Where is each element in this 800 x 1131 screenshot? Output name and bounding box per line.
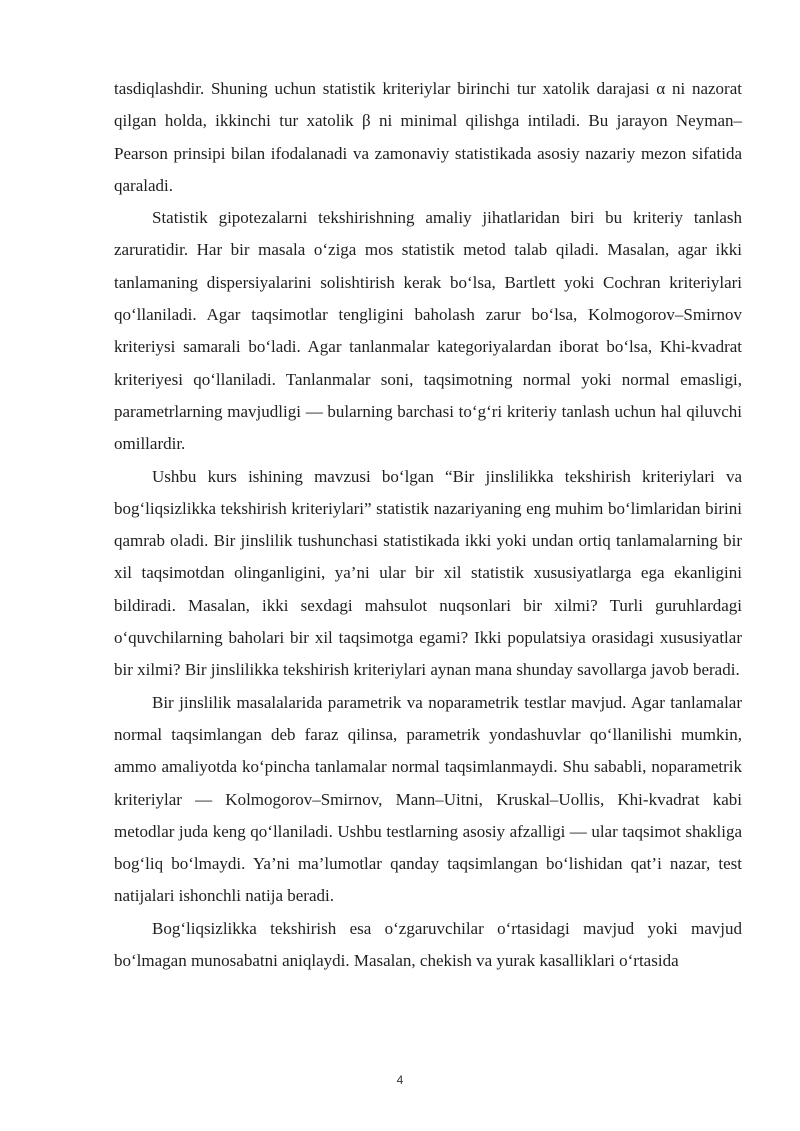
page-number: 4: [396, 1073, 404, 1087]
paragraph-1: tasdiqlashdir. Shuning uchun statistik kriteriylar birinchi tur xatolik darajasi α ni nazorat qilgan holda, ikkinchi tur xatolik β ni minimal qilishga intiladi. Bu jarayon Neyman–Pearson prinsipi bilan ifodalanadi va zamonaviy statistikada asosiy nazariy mezon sifatida qaraladi.: [114, 79, 742, 195]
paragraph-4: Bir jinslilik masalalarida parametrik va noparametrik testlar mavjud. Agar tanlamalar normal taqsimlangan deb faraz qilinsa, parametrik yondashuvlar qo‘llanilishi mumkin, ammo amaliyotda ko‘pincha tanlamalar normal taqsimlanmaydi. Shu sababli, noparametrik kriteriylar — Kolmogorov–Smirnov, Mann–Uitni, Kruskal–Uollis, Khi-kvadrat kabi metodlar juda keng qo‘llaniladi. Ushbu testlarning asosiy afzalligi — ular taqsimot shakliga bog‘liq bo‘lmaydi. Ya’ni ma’lumotlar qanday taqsimlangan bo‘lishidan qat’i nazar, test natijalari ishonchli natija beradi.: [114, 692, 742, 906]
paragraph-5: Bog‘liqsizlikka tekshirish esa o‘zgaruvchilar o‘rtasidagi mavjud yoki mavjud bo‘lmagan munosabatni aniqlaydi. Masalan, chekish va yurak kasalliklari o‘rtasida: [114, 918, 742, 971]
paragraph-2: Statistik gipotezalarni tekshirishning amaliy jihatlaridan biri bu kriteriy tanlash zaruratidir. Har bir masala o‘ziga mos statistik metod talab qiladi. Masalan, agar ikki tanlamaning dispersiyalarini solishtirish kerak bo‘lsa, Bartlett yoki Cochran kriteriylari qo‘llaniladi. Agar taqsimotlar tengligini baholash zarur bo‘lsa, Kolmogorov–Smirnov kriteriysi samarali bo‘ladi. Agar tanlanmalar kategoriyalardan iborat bo‘lsa, Khi-kvadrat kriteriyesi qo‘llaniladi. Tanlanmalar soni, taqsimotning normal yoki normal emasligi, parametrlarning mavjudligi — bularning barchasi to‘g‘ri kriteriy tanlash uchun hal qiluvchi omillardir.: [114, 208, 742, 454]
paragraph-3: Ushbu kurs ishining mavzusi bo‘lgan “Bir jinslilikka tekshirish kriteriylari va bog‘liqsizlikka tekshirish kriteriylari” statistik nazariyaning eng muhim bo‘limlaridan birini qamrab oladi. Bir jinslilik tushunchasi statistikada ikki yoki undan ortiq tanlamalarning bir xil taqsimotdan olinganligini, ya’ni ular bir xil statistik xususiyatlarga ega ekanligini bildiradi. Masalan, ikki sexdagi mahsulot nuqsonlari bir xilmi? Turli guruhlardagi o‘quvchilarning baholari bir xil taqsimotga egami? Ikki populatsiya orasidagi xususiyatlar bir xilmi? Bir jinslilikka tekshirish kriteriylari aynan mana shunday savollarga javob beradi.: [114, 466, 742, 680]
body-text: [114, 73, 742, 977]
